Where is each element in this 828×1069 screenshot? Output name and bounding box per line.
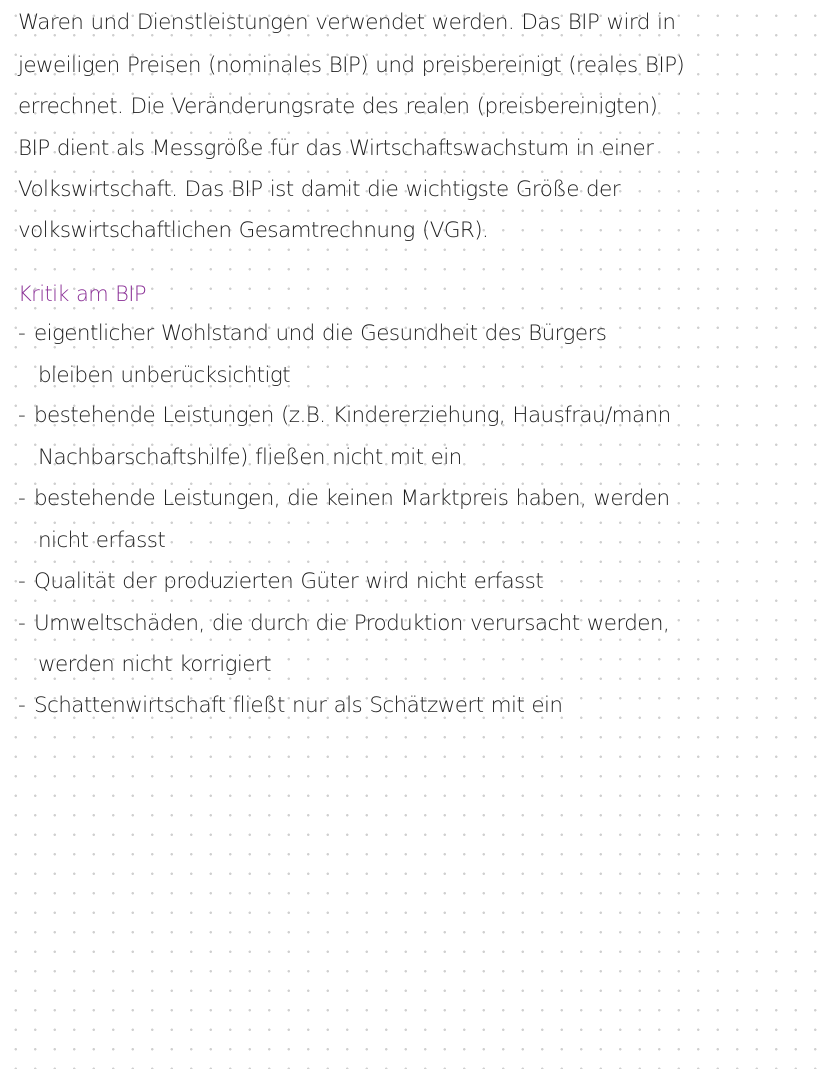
bullet-dash: - (18, 611, 26, 636)
bullet-continuation: bleiben unberücksichtigt (38, 363, 290, 388)
bullet-continuation: werden nicht korrigiert (38, 652, 271, 677)
bullet-text: bestehende Leistungen, die keinen Marktpreis haben, werden (34, 486, 670, 511)
intro-line: errechnet. Die Veränderungsrate des realen (preisbereinigten) (18, 94, 658, 119)
bullet-text: Qualität der produzierten Güter wird nicht erfasst (34, 569, 544, 594)
bullet-item (18, 691, 562, 721)
bullet-item (18, 319, 606, 349)
intro-line: BIP dient als Messgröße für das Wirtschaftswachstum in einer (18, 136, 654, 161)
bullet-text: bestehende Leistungen (z.B. Kindererziehung, Hausfrau/mann (34, 403, 671, 428)
bullet-dash: - (18, 693, 26, 718)
intro-line: volkswirtschaftlichen Gesamtrechnung (VGR). (18, 218, 489, 243)
intro-line: Waren und Dienstleistungen verwendet werden. Das BIP wird in (18, 10, 676, 35)
section-heading: Kritik am BIP (18, 282, 146, 306)
bullet-dash: - (18, 569, 26, 594)
bullet-continuation: nicht erfasst (38, 528, 166, 553)
bullet-dash: - (18, 486, 26, 511)
bullet-item (18, 484, 670, 514)
bullet-item (18, 401, 671, 431)
bullet-item (18, 567, 543, 597)
bullet-text: eigentlicher Wohlstand und die Gesundheit des Bürgers (34, 321, 607, 346)
bullet-continuation: Nachbarschaftshilfe) fließen nicht mit ein (38, 445, 462, 470)
bullet-item (18, 609, 669, 639)
intro-line: Volkswirtschaft. Das BIP ist damit die wichtigste Größe der (18, 177, 620, 202)
bullet-dash: - (18, 403, 26, 428)
bullet-text: Schattenwirtschaft fließt nur als Schätzwert mit ein (34, 693, 563, 718)
bullet-dash: - (18, 321, 26, 346)
intro-line: jeweiligen Preisen (nominales BIP) und preisbereinigt (reales BIP) (18, 53, 685, 78)
bullet-text: Umweltschäden, die durch die Produktion verursacht werden, (34, 611, 670, 636)
